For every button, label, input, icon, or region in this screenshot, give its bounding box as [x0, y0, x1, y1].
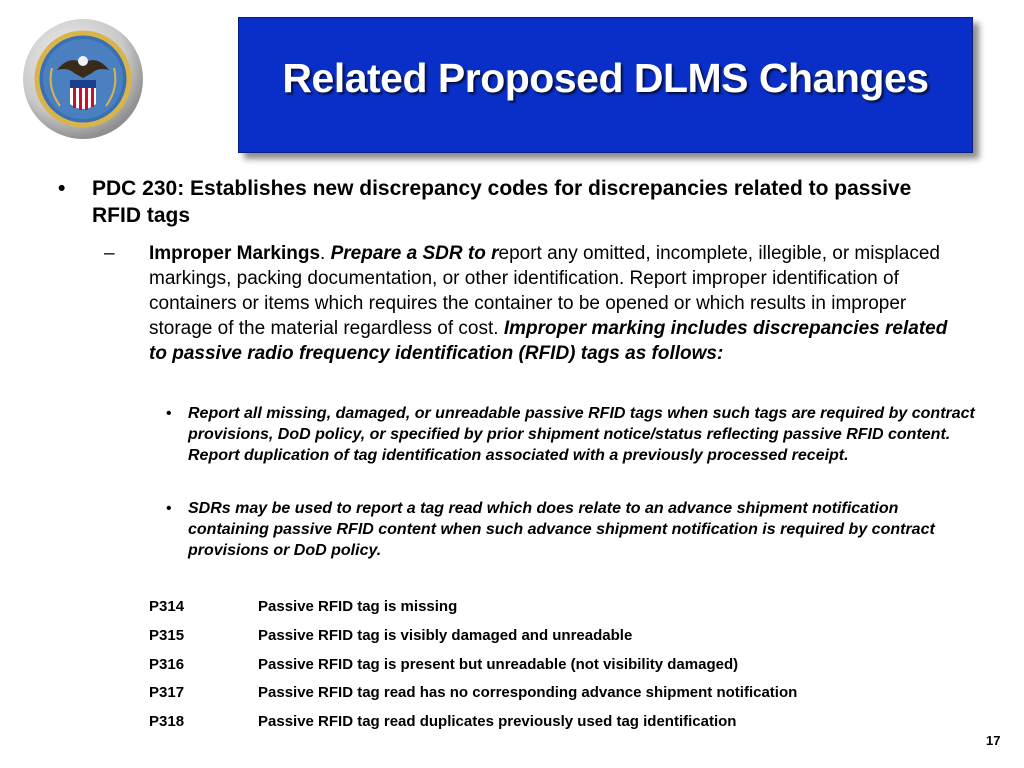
- code-description: Passive RFID tag is present but unreadable (not visibility damaged): [258, 655, 739, 673]
- dash-icon: –: [104, 243, 115, 264]
- codes-list: [149, 598, 949, 742]
- code-row: [149, 713, 949, 742]
- improper-markings-label: Improper Markings: [149, 243, 321, 264]
- prepare-sdr-text: Prepare a SDR to r: [330, 243, 499, 264]
- bullet-icon: •: [166, 500, 172, 517]
- title-banner: [238, 17, 973, 153]
- code: P314: [149, 598, 185, 615]
- level3-item: SDRs may be used to report a tag read which does relate to an advance shipment notification containing passive RFID content when such advance shipment notification is required by contract provisions or DoD policy.: [188, 500, 935, 559]
- code: P318: [149, 713, 185, 731]
- code-row: [149, 598, 949, 627]
- level2-body: eport any omitted, incomplete, illegible, or misplaced markings, packing documentation, or other identification. Report improper identification of containers or items which requires the container to be opened or which results in improper storage of the material regardless of cost.: [149, 243, 940, 339]
- code-row: [149, 627, 949, 656]
- code-description: Passive RFID tag is visibly damaged and unreadable: [258, 626, 633, 644]
- code: P317: [149, 684, 185, 702]
- level1-text: PDC 230: Establishes new discrepancy codes for discrepancies related to passive RFID tags: [92, 177, 912, 227]
- page-title: Related Proposed DLMS Changes: [282, 54, 929, 101]
- code: P315: [149, 626, 185, 644]
- lead-period: .: [320, 243, 331, 264]
- code-description: Passive RFID tag read has no corresponding advance shipment notification: [258, 684, 798, 702]
- page-number: 17: [986, 733, 1001, 748]
- improper-marking-tail: Improper marking includes discrepancies related to passive radio frequency identification (RFID) tags as follows:: [149, 318, 948, 364]
- code-row: [149, 684, 949, 713]
- dla-seal-icon: [22, 18, 144, 140]
- code-description: Passive RFID tag is missing: [258, 598, 458, 615]
- code: P316: [149, 655, 185, 673]
- code-row: [149, 656, 949, 685]
- level3-item: Report all missing, damaged, or unreadable passive RFID tags when such tags are required by contract provisions, DoD policy, or specified by prior shipment notice/status reflecting passive RFID content. Report duplication of tag identification associated with a previously processed receipt.: [188, 405, 975, 464]
- level2-text: [149, 241, 964, 366]
- bullet-icon: •: [166, 405, 172, 422]
- code-description: Passive RFID tag read duplicates previously used tag identification: [258, 713, 737, 731]
- bullet-icon: •: [58, 177, 66, 200]
